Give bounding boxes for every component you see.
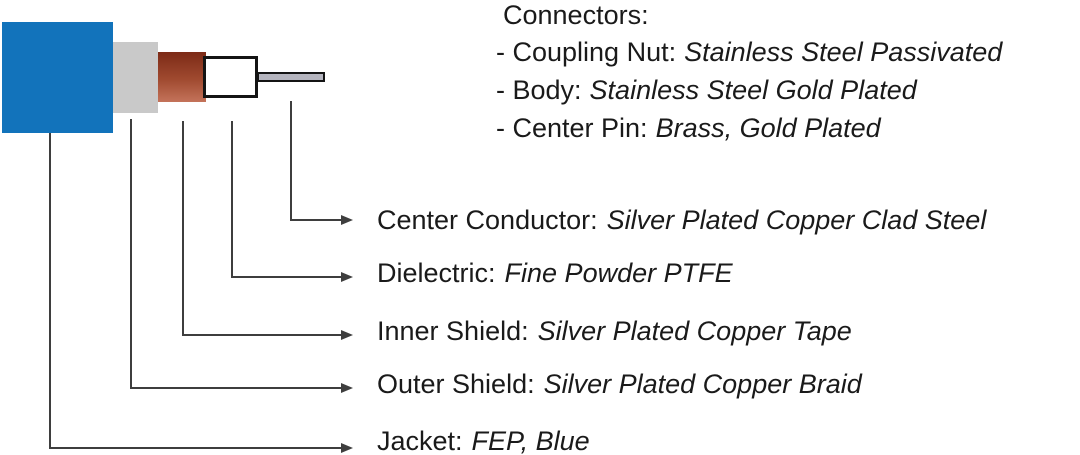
- layer-material: Silver Plated Copper Braid: [543, 369, 862, 399]
- connector-item-label: - Body:: [496, 75, 582, 105]
- inner-shield-leader-vline: [182, 121, 184, 336]
- dielectric-label: [377, 256, 733, 290]
- dielectric-arrow-icon: [341, 272, 353, 282]
- center-conductor-label: [377, 203, 986, 237]
- inner-shield-label: [377, 314, 852, 348]
- jacket-label: [377, 424, 590, 455]
- outer-shield-leader-vline: [130, 119, 132, 389]
- connector-item-value: Brass, Gold Plated: [655, 113, 881, 143]
- layer-name: Dielectric:: [377, 258, 496, 288]
- connector-item-coupling-nut: [496, 37, 1002, 67]
- dielectric-layer-graphic: [203, 56, 258, 98]
- layer-name: Inner Shield:: [377, 316, 529, 346]
- connector-item-body: [496, 75, 917, 105]
- jacket-layer-graphic: [2, 22, 113, 133]
- dielectric-leader-vline: [231, 121, 233, 278]
- layer-material: FEP, Blue: [471, 426, 590, 455]
- inner-shield-arrow-icon: [341, 330, 353, 340]
- center-conductor-arrow-icon: [341, 215, 353, 225]
- layer-material: Fine Powder PTFE: [504, 258, 733, 288]
- center-conductor-pin-graphic: [257, 72, 325, 82]
- connector-item-center-pin: [496, 113, 881, 143]
- inner-shield-layer-graphic: [158, 52, 206, 102]
- outer-shield-label: [377, 367, 862, 401]
- outer-shield-arrow-icon: [341, 383, 353, 393]
- jacket-leader-hline: [49, 447, 341, 449]
- jacket-arrow-icon: [341, 443, 353, 453]
- connector-item-label: - Coupling Nut:: [496, 37, 677, 67]
- outer-shield-leader-hline: [130, 387, 341, 389]
- layer-material: Silver Plated Copper Tape: [537, 316, 852, 346]
- connectors-title: Connectors:: [503, 0, 649, 30]
- dielectric-leader-hline: [231, 276, 341, 278]
- layer-name: Center Conductor:: [377, 205, 598, 235]
- outer-shield-layer-graphic: [113, 42, 158, 113]
- center-conductor-leader-vline: [290, 101, 292, 221]
- connector-item-value: Stainless Steel Gold Plated: [589, 75, 917, 105]
- connector-item-label: - Center Pin:: [496, 113, 648, 143]
- jacket-leader-vline: [49, 133, 51, 449]
- inner-shield-leader-hline: [182, 334, 341, 336]
- connector-item-value: Stainless Steel Passivated: [684, 37, 1003, 67]
- center-conductor-leader-hline: [290, 219, 341, 221]
- layer-material: Silver Plated Copper Clad Steel: [606, 205, 987, 235]
- layer-name: Outer Shield:: [377, 369, 535, 399]
- layer-name: Jacket:: [377, 426, 463, 455]
